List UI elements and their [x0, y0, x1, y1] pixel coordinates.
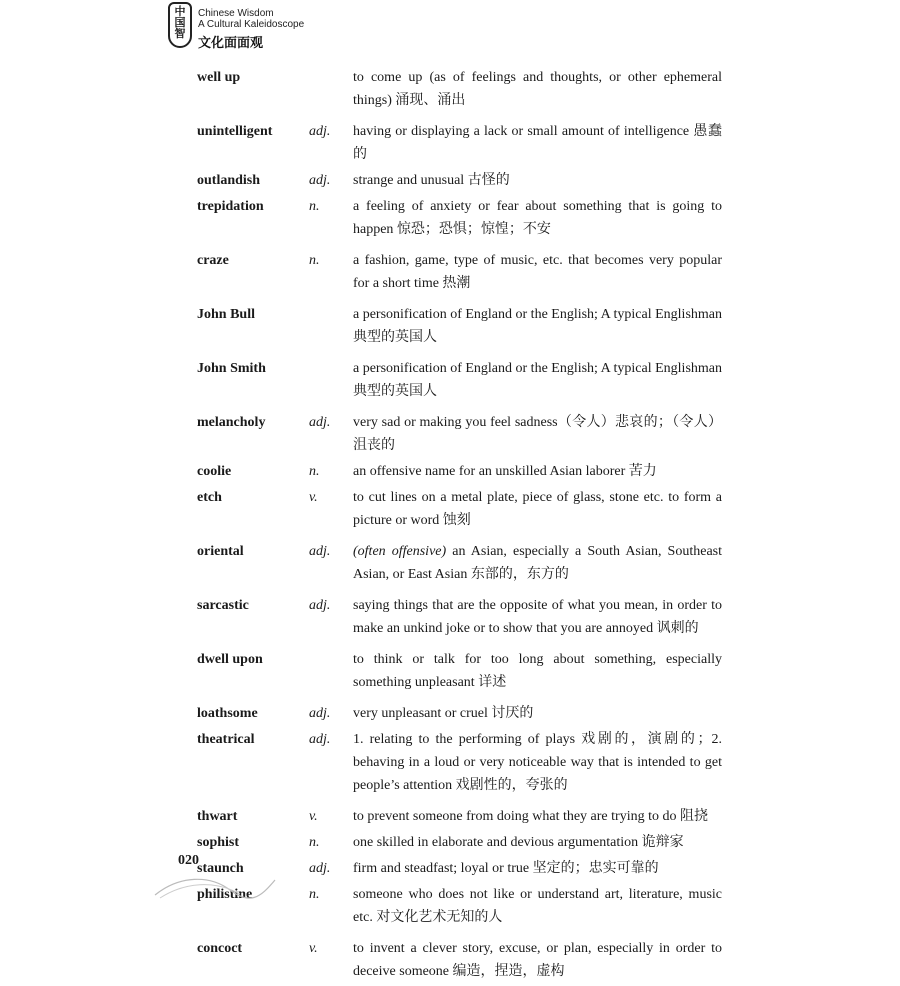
entry-part-of-speech: adj.: [309, 173, 331, 188]
glossary-entry: [197, 249, 722, 295]
glossary-entry: [197, 486, 722, 532]
entry-part-of-speech: n.: [309, 887, 320, 902]
entry-part-of-speech: [309, 66, 353, 112]
entry-part-of-speech: adj.: [309, 124, 331, 139]
entry-term: John Smith: [197, 361, 266, 376]
entry-term: thwart: [197, 809, 238, 824]
glossary-entry: [197, 303, 722, 349]
entry-part-of-speech: adj.: [309, 598, 331, 613]
glossary-entry: [197, 357, 722, 403]
glossary-entry: [197, 195, 722, 241]
entry-definition: a feeling of anxiety or fear about something that is going to happen 惊恐；恐惧；惊惶；不安: [353, 199, 722, 237]
entry-usage-note: (often offensive): [353, 544, 447, 559]
glossary-entry: [197, 805, 722, 828]
glossary-entry: [197, 169, 722, 192]
header-title-cn: 文化面面观: [198, 36, 264, 51]
running-header: [168, 2, 428, 52]
entry-part-of-speech: [309, 303, 353, 349]
entry-definition-text: an Asian, especially a South Asian, Southeast Asian, or East Asian 东部的，东方的: [353, 544, 722, 582]
entry-term: philistine: [197, 887, 253, 902]
entry-definition: a personification of England or the English; A typical Englishman 典型的英国人: [353, 307, 722, 345]
entry-term: unintelligent: [197, 124, 273, 139]
entry-part-of-speech: [309, 648, 353, 694]
entry-part-of-speech: n.: [309, 464, 320, 479]
glossary-entry: [197, 460, 722, 483]
glossary-entry: [197, 937, 722, 983]
entry-definition: very unpleasant or cruel 讨厌的: [353, 706, 534, 721]
entry-definition: a personification of England or the English; A typical Englishman 典型的英国人: [353, 361, 722, 399]
glossary-entry: [197, 594, 722, 640]
glossary-entry: [197, 831, 722, 854]
entry-part-of-speech: adj.: [309, 544, 331, 559]
entry-definition: one skilled in elaborate and devious argumentation 诡辩家: [353, 835, 684, 850]
entry-definition: a fashion, game, type of music, etc. that becomes very popular for a short time 热潮: [353, 253, 722, 291]
entry-term: etch: [197, 490, 222, 505]
entry-part-of-speech: [309, 357, 353, 403]
glossary-entry: [197, 540, 722, 586]
entry-part-of-speech: n.: [309, 199, 320, 214]
entry-definition: to think or talk for too long about something, especially something unpleasant 详述: [353, 652, 722, 690]
entry-part-of-speech: adj.: [309, 861, 331, 876]
entry-definition: strange and unusual 古怪的: [353, 173, 510, 188]
glossary-entry: [197, 66, 722, 112]
decorative-swirl: [150, 870, 280, 900]
entry-term: sophist: [197, 835, 240, 850]
header-title-line2: A Cultural Kaleidoscope: [198, 19, 305, 30]
entry-definition: firm and steadfast; loyal or true 坚定的；忠实可靠的: [353, 861, 659, 876]
entry-definition: 1. relating to the performing of plays 戏剧的，演剧的；2. behaving in a loud or very noticeable way that is intended to get people’s attention 戏剧性的，夸张的: [353, 732, 722, 793]
entry-definition: to cut lines on a metal plate, piece of glass, stone etc. to form a picture or word 蚀刻: [353, 490, 722, 528]
entry-part-of-speech: adj.: [309, 706, 331, 721]
entry-term: concoct: [197, 941, 243, 956]
entry-part-of-speech: v.: [309, 809, 318, 824]
entry-definition: to prevent someone from doing what they are trying to do 阻挠: [353, 809, 708, 824]
entry-definition: an offensive name for an unskilled Asian laborer 苦力: [353, 464, 657, 479]
entry-definition: saying things that are the opposite of what you mean, in order to make an unkind joke or to show that you are annoyed 讽刺的: [353, 598, 722, 636]
entry-part-of-speech: n.: [309, 253, 320, 268]
header-title-en: [198, 8, 304, 30]
book-logo: 中 国 智: [168, 2, 192, 48]
page-number: 020: [178, 853, 199, 868]
entry-term: craze: [197, 253, 229, 268]
entry-term: coolie: [197, 464, 232, 479]
entry-term: sarcastic: [197, 598, 249, 613]
entry-term: oriental: [197, 544, 244, 559]
header-title-line1: Chinese Wisdom: [198, 8, 274, 19]
entry-term: dwell upon: [197, 652, 263, 667]
glossary-entry: [197, 120, 722, 166]
entry-definition: to come up (as of feelings and thoughts, or other ephemeral things) 涌现、涌出: [353, 70, 722, 108]
entry-definition: [353, 540, 722, 586]
entry-part-of-speech: v.: [309, 941, 318, 956]
entry-definition: having or displaying a lack or small amount of intelligence 愚蠢的: [353, 124, 722, 162]
entry-term: loathsome: [197, 706, 258, 721]
entry-term: trepidation: [197, 199, 264, 214]
entry-part-of-speech: n.: [309, 835, 320, 850]
entry-term: outlandish: [197, 173, 261, 188]
entry-term: John Bull: [197, 307, 255, 322]
entry-term: well up: [197, 70, 241, 85]
entry-part-of-speech: adj.: [309, 732, 331, 747]
entry-part-of-speech: v.: [309, 490, 318, 505]
glossary-entry: [197, 648, 722, 694]
glossary-entry: [197, 702, 722, 725]
entry-definition: very sad or making you feel sadness（令人）悲哀的；（令人）沮丧的: [353, 415, 722, 453]
entry-part-of-speech: adj.: [309, 415, 331, 430]
entry-term: staunch: [197, 861, 244, 876]
entry-definition: someone who does not like or understand art, literature, music etc. 对文化艺术无知的人: [353, 887, 722, 925]
entry-definition: to invent a clever story, excuse, or plan, especially in order to deceive someone 编造，捏造，虚构: [353, 941, 722, 979]
glossary-entry: [197, 728, 722, 797]
entry-term: melancholy: [197, 415, 266, 430]
glossary-list: [197, 66, 722, 986]
glossary-entry: [197, 411, 722, 457]
entry-term: theatrical: [197, 732, 255, 747]
